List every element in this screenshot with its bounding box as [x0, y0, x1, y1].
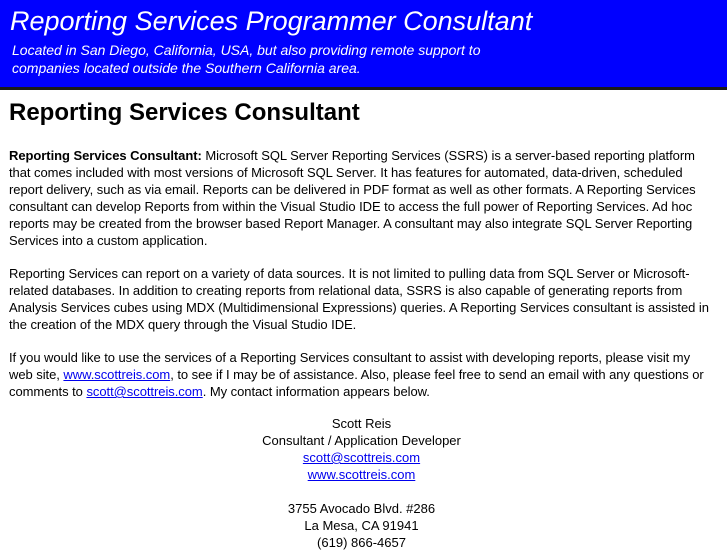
contact-role: Consultant / Application Developer [262, 433, 461, 448]
contact-invite-paragraph [9, 349, 714, 400]
invite-text-b: , to see if I may be of assistance. Also, please feel free to send an email with any questions or comments to [9, 367, 704, 399]
website-link-inline[interactable]: www.scottreis.com [63, 367, 171, 382]
header-banner [0, 0, 727, 87]
subtitle-line-2: companies located outside the Southern California area. [12, 60, 361, 76]
subtitle-line-1: Located in San Diego, California, USA, but also providing remote support to [12, 42, 481, 58]
invite-text-a: If you would like to use the services of a Reporting Services consultant to assist with developing reports, please visit my web site, [9, 350, 691, 382]
site-subtitle [12, 41, 717, 77]
contact-website-link[interactable]: www.scottreis.com [307, 467, 416, 482]
contact-email-link[interactable]: scott@scottreis.com [302, 450, 421, 465]
data-sources-paragraph: Reporting Services can report on a variety of data sources. It is not limited to pulling data from SQL Server or Microsoft-related databases. In addition to creating reports from relational data, SSRS is also capable of generating reports from Analysis Services cubes using MDX (Multidimensional Expressions) queries. A Reporting Services consultant is assisted in the creation of the MDX query through the Visual Studio IDE. [9, 266, 709, 332]
contact-name: Scott Reis [331, 416, 392, 431]
site-title: Reporting Services Programmer Consultant [10, 6, 533, 36]
intro-body: Microsoft SQL Server Reporting Services (SSRS) is a server-based reporting platform that comes included with most versions of Microsoft SQL Server. It has features for automated, data-driven, scheduled report delivery, such as via email. Reports can be delivered in PDF format as well as other formats. A Reporting Services consultant can develop Reports from within the Visual Studio IDE to access the full power of Reporting Services. Ad hoc reports may be created from the browser based Report Manager. A consultant may also integrate SQL Server Reporting Services into a custom application. [9, 148, 696, 248]
contact-address: 3755 Avocado Blvd. #286 [287, 501, 436, 516]
invite-text-c: . My contact information appears below. [202, 384, 430, 399]
contact-block [9, 415, 714, 551]
intro-lead: Reporting Services Consultant: [9, 148, 202, 163]
contact-spacer [9, 483, 714, 500]
contact-city: La Mesa, CA 91941 [304, 518, 419, 533]
email-link-inline[interactable]: scott@scottreis.com [86, 384, 203, 399]
intro-paragraph [9, 147, 714, 249]
contact-phone: (619) 866-4657 [317, 535, 406, 550]
main-content [9, 90, 714, 551]
page-heading: Reporting Services Consultant [9, 99, 360, 126]
